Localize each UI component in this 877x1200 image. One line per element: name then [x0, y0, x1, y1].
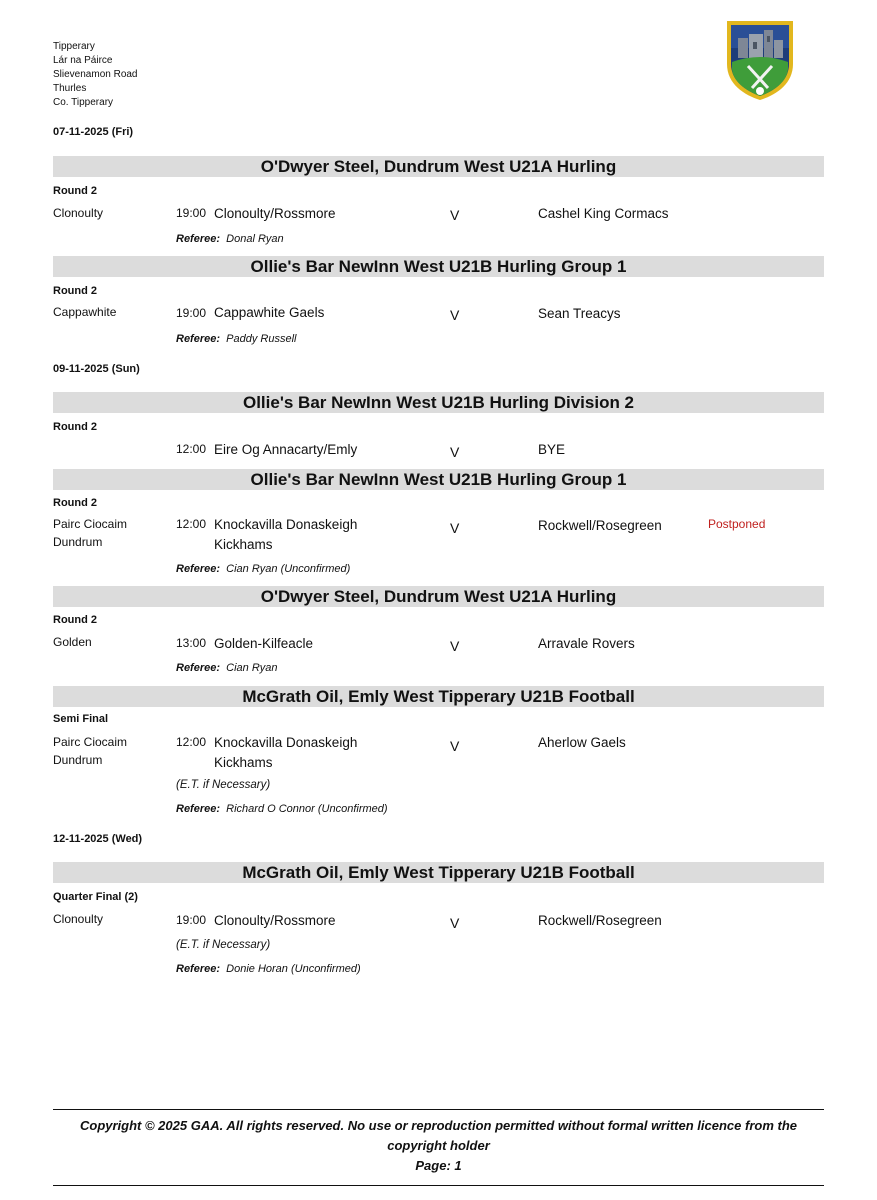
round-label: Round 2	[53, 421, 97, 433]
referee-name: Cian Ryan (Unconfirmed)	[226, 563, 351, 575]
round-label: Round 2	[53, 614, 97, 626]
home-team: Knockavilla Donaskeigh Kickhams	[214, 735, 358, 770]
status-badge: Postponed	[708, 517, 766, 531]
footer-bottom-rule	[53, 1185, 824, 1186]
competition-header: Ollie's Bar NewInn West U21B Hurling Group 1	[53, 469, 824, 490]
address-block	[53, 40, 138, 110]
fixture-time: 13:00	[176, 636, 207, 650]
away-team: Rockwell/Rosegreen	[538, 913, 662, 928]
referee-name: Paddy Russell	[226, 333, 297, 345]
competition-header: Ollie's Bar NewInn West U21B Hurling Group 1	[53, 256, 824, 277]
fixture-time: 19:00	[176, 913, 207, 927]
referee-line	[176, 233, 284, 245]
referee-name: Cian Ryan	[226, 662, 278, 674]
round-label: Quarter Final (2)	[53, 891, 138, 903]
competition-header: McGrath Oil, Emly West Tipperary U21B Football	[53, 686, 824, 707]
competition-header: McGrath Oil, Emly West Tipperary U21B Football	[53, 862, 824, 883]
extra-time-note: (E.T. if Necessary)	[176, 779, 271, 791]
away-team: Cashel King Cormacs	[538, 206, 669, 221]
away-team: Arravale Rovers	[538, 636, 635, 651]
away-team: BYE	[538, 442, 566, 457]
address-line: Tipperary	[53, 41, 95, 52]
referee-name: Donie Horan (Unconfirmed)	[226, 963, 361, 975]
referee-name: Richard O Connor (Unconfirmed)	[226, 803, 388, 815]
fixture-date: 09-11-2025 (Sun)	[53, 363, 140, 375]
away-team: Sean Treacys	[538, 306, 621, 321]
home-team: Knockavilla Donaskeigh Kickhams	[214, 517, 358, 552]
referee-line	[176, 803, 388, 815]
fixture-date: 12-11-2025 (Wed)	[53, 833, 143, 845]
referee-label: Referee:	[176, 233, 221, 245]
fixture-date: 07-11-2025 (Fri)	[53, 126, 134, 138]
footer-top-rule	[53, 1109, 824, 1110]
away-team: Aherlow Gaels	[538, 735, 626, 750]
address-line: Lár na Páirce	[53, 55, 113, 66]
versus-label: V	[450, 444, 460, 460]
home-team: Eire Og Annacarty/Emly	[214, 442, 358, 457]
address-line: Slievenamon Road	[53, 69, 138, 80]
versus-label: V	[450, 915, 460, 931]
referee-line	[176, 563, 350, 575]
venue: Clonoulty	[53, 206, 104, 220]
home-team: Cappawhite Gaels	[214, 305, 325, 320]
competition-header: Ollie's Bar NewInn West U21B Hurling Division 2	[53, 392, 824, 413]
round-label: Round 2	[53, 185, 97, 197]
referee-label: Referee:	[176, 963, 221, 975]
tipperary-crest-icon	[724, 18, 796, 102]
venue: Pairc Ciocaim Dundrum	[53, 517, 128, 549]
venue: Golden	[53, 635, 92, 649]
extra-time-note: (E.T. if Necessary)	[176, 939, 271, 951]
fixture-time: 19:00	[176, 206, 207, 220]
home-team: Clonoulty/Rossmore	[214, 206, 336, 221]
versus-label: V	[450, 638, 460, 654]
home-team: Clonoulty/Rossmore	[214, 913, 336, 928]
versus-label: V	[450, 307, 460, 323]
versus-label: V	[450, 738, 460, 754]
round-label: Semi Final	[53, 713, 109, 725]
venue: Pairc Ciocaim Dundrum	[53, 735, 128, 767]
venue: Cappawhite	[53, 305, 117, 319]
page-number: Page: 1	[415, 1158, 462, 1173]
referee-label: Referee:	[176, 662, 221, 674]
round-label: Round 2	[53, 497, 97, 509]
away-team: Rockwell/Rosegreen	[538, 518, 662, 533]
home-team: Golden-Kilfeacle	[214, 636, 314, 651]
address-line: Co. Tipperary	[53, 97, 114, 108]
fixture-time: 12:00	[176, 442, 207, 456]
address-line: Thurles	[53, 83, 87, 94]
referee-name: Donal Ryan	[226, 233, 284, 245]
referee-line	[176, 662, 278, 674]
fixture-time: 19:00	[176, 306, 207, 320]
referee-label: Referee:	[176, 333, 221, 345]
referee-label: Referee:	[176, 563, 221, 575]
competition-header: O'Dwyer Steel, Dundrum West U21A Hurling	[53, 156, 824, 177]
competition-header: O'Dwyer Steel, Dundrum West U21A Hurling	[53, 586, 824, 607]
referee-line	[176, 963, 361, 975]
copyright-notice: Copyright © 2025 GAA. All rights reserved. No use or reproduction permitted without formal written licence from the copyright holder	[80, 1118, 797, 1153]
fixture-time: 12:00	[176, 517, 207, 531]
versus-label: V	[450, 207, 460, 223]
round-label: Round 2	[53, 285, 97, 297]
referee-line	[176, 333, 296, 345]
footer	[53, 1116, 824, 1176]
venue: Clonoulty	[53, 912, 104, 926]
versus-label: V	[450, 520, 460, 536]
referee-label: Referee:	[176, 803, 221, 815]
fixture-time: 12:00	[176, 735, 207, 749]
